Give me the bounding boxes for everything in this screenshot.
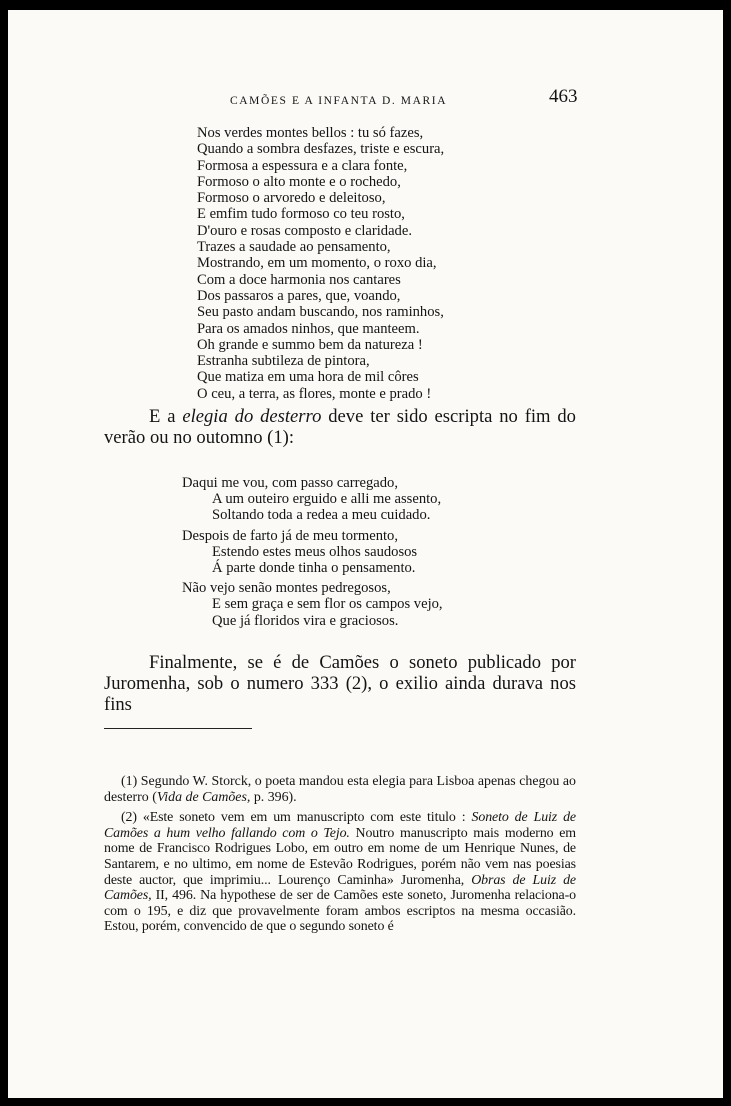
poem-line: E sem graça e sem flor os campos vejo, [212, 596, 443, 613]
footnote-divider [104, 728, 252, 729]
poem-line: Que matiza em uma hora de mil côres [197, 369, 419, 386]
poem-excerpt-2 [182, 475, 443, 633]
footnote-1 [104, 774, 576, 805]
footnote1-text: (1) Segundo W. Storck, o poeta mandou esta elegia para Lisboa apenas chegou ao desterro ( [104, 774, 576, 805]
page-number: 463 [549, 86, 578, 107]
poem-line: Estranha subtileza de pintora, [197, 353, 370, 370]
stanza [182, 475, 443, 524]
prose-paragraph-1 [104, 406, 576, 448]
poem-line: Mostrando, em um momento, o roxo dia, [197, 255, 437, 272]
footnote2-text-cont: Noutro manuscripto mais moderno em nome de Francisco Rodrigues Lobo, em outro em nome de um Henrique Nunes, de Santarem, e no ultimo, em nome de Estevão Rodrigues, porém não vem nas poesias deste auctor, que imprimiu... Lourenço Caminha» Juromenha, [104, 825, 576, 888]
poem-line: Daqui me vou, com passo carregado, [182, 475, 398, 491]
footnotes [104, 774, 576, 940]
prose1-after: deve ter sido escripta no fim do verão ou no outomno (1): [104, 406, 576, 448]
poem-line: Soltando toda a redea a meu cuidado. [212, 507, 431, 524]
stanza [182, 580, 443, 629]
stanza [182, 528, 443, 577]
poem-line: Seu pasto andam buscando, nos raminhos, [197, 304, 444, 321]
footnote2-text-end: II, 496. Na hypothese de ser de Camões este soneto, Juromenha relaciona-o com o 195, e diz que provavelmente foram ambos escriptos na mesma occasião. Estou, porém, convencido de que o segundo soneto é [104, 888, 576, 935]
footnote2-italic-title: Soneto de Luiz de Camões a hum velho fallando com o Tejo. [104, 810, 576, 841]
poem-line: Á parte donde tinha o pensamento. [212, 560, 416, 577]
poem-line: Nos verdes montes bellos : tu só fazes, [197, 125, 424, 141]
poem-line: O ceu, a terra, as flores, monte e prado ! [197, 385, 432, 402]
footnote1-italic: Vida de Camões, [156, 789, 251, 805]
prose1-before: E a [149, 406, 183, 427]
poem-line: Despois de farto já de meu tormento, [182, 527, 399, 544]
footnote2-italic-work: Obras de Luiz de Camões, [104, 872, 576, 904]
poem-line: A um outeiro erguido e alli me assento, [212, 491, 442, 508]
poem-line: D'ouro e rosas composto e claridade. [197, 222, 412, 239]
footnote-2 [104, 810, 576, 935]
poem-line: Trazes a saudade ao pensamento, [197, 239, 391, 256]
running-title: CAMÕES E A INFANTA D. MARIA [230, 95, 448, 107]
poem-line: Dos passaros a pares, que, voando, [197, 287, 401, 304]
footnote1-end: p. 396). [250, 789, 297, 805]
poem-line: Com a doce harmonia nos cantares [197, 271, 401, 288]
footnote2-text: (2) «Este soneto vem em um manuscripto com este titulo : [121, 810, 472, 826]
poem-line: Para os amados ninhos, que manteem. [197, 320, 420, 337]
poem-line: Formoso o alto monte e o rochedo, [197, 173, 401, 190]
book-page [8, 10, 723, 1098]
prose1-italic-title: elegia do desterro [182, 406, 322, 427]
poem-excerpt-1 [197, 125, 444, 402]
poem-line: Não vejo senão montes pedregosos, [182, 580, 391, 597]
poem-line: Formoso o arvoredo e deleitoso, [197, 190, 386, 207]
prose-paragraph-2: Finalmente, se é de Camões o soneto publicado por Juromenha, sob o numero 333 (2), o exilio ainda durava nos fins [104, 652, 576, 715]
poem-line: Estendo estes meus olhos saudosos [212, 543, 418, 560]
poem-line: Oh grande e summo bem da natureza ! [197, 336, 423, 353]
poem-line: Que já floridos vira e graciosos. [212, 612, 399, 629]
poem-line: Formosa a espessura e a clara fonte, [197, 157, 408, 174]
poem-line: E emfim tudo formoso co teu rosto, [197, 206, 405, 223]
poem-line: Quando a sombra desfazes, triste e escura, [197, 141, 445, 158]
